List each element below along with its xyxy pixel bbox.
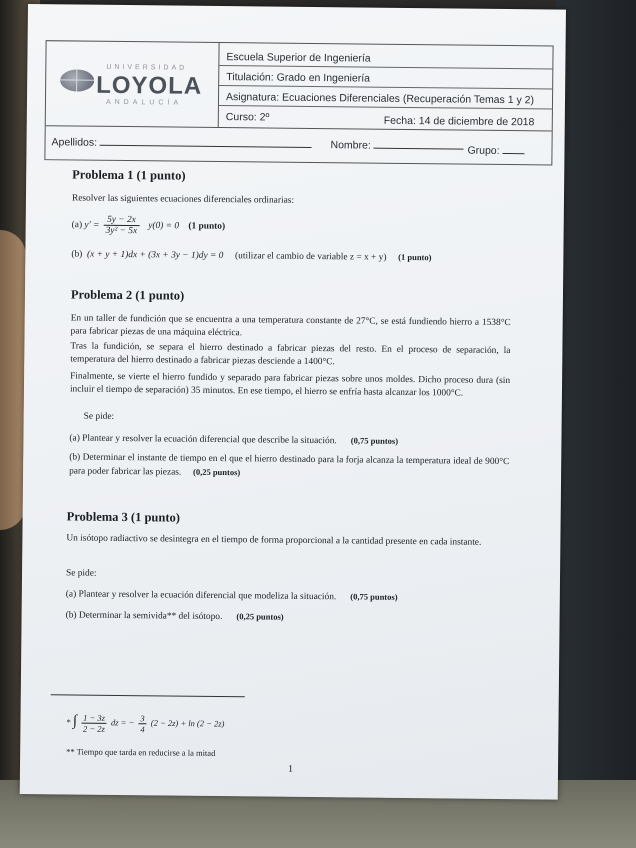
- group-label: Grupo:: [467, 144, 500, 157]
- course-label: Curso: 2º: [225, 111, 270, 124]
- problem1-a-points: (1 punto): [188, 221, 226, 232]
- problem1-title: Problema 1 (1 punto): [72, 167, 186, 183]
- footnote-tail: (2 − 2z) + ln (2 − 2z): [150, 717, 225, 729]
- footnote-fraction-2: [138, 713, 146, 734]
- problem1-b-hint: (utilizar el cambio de variable z = x + y): [235, 251, 387, 263]
- problem1-a-numerator: 5y − 2x: [104, 215, 140, 226]
- globe-icon: [60, 69, 94, 91]
- problem3-item-b: [66, 608, 516, 626]
- problem2-a-text: (a) Plantear y resolver la ecuación diferencial que describe la situación.: [69, 433, 337, 447]
- footnote-middle: dz = −: [110, 717, 135, 728]
- problem3-b-text: (b) Determinar la semivida** del isótopo.: [65, 610, 223, 623]
- page-number: 1: [287, 763, 294, 775]
- footnote-numerator: 1 − 3z: [81, 713, 107, 724]
- surname-field[interactable]: [51, 134, 312, 151]
- exam-date: Fecha: 14 de diciembre de 2018: [383, 114, 535, 129]
- group-blank[interactable]: [502, 143, 524, 154]
- problem3-a-text: (a) Plantear y resolver la ecuación diferencial que modeliza la situación.: [65, 589, 337, 603]
- surname-label: Apellidos:: [51, 136, 98, 149]
- logo-top-text: UNIVERSIDAD: [106, 63, 188, 72]
- problem2-b-points: (0,25 puntos): [192, 466, 241, 477]
- problem2-paragraph3: Finalmente, se vierte el hierro fundido y separado para fabricar piezas sobre unos moldes. Dicho proceso dura (sin incluir el tiempo de separación) 35 minutos. En ese tiempo, el hierro se enfría hasta alcanzar los 1000°C.: [69, 371, 511, 399]
- integral-sign: ∫: [72, 712, 78, 730]
- problem2-ask: Se pide:: [83, 411, 115, 422]
- exam-sheet: [20, 4, 566, 800]
- problem3-item-a: [66, 587, 516, 605]
- group-field[interactable]: [467, 143, 524, 158]
- degree-name: Titulación: Grado en Ingeniería: [226, 71, 371, 85]
- problem3-title: Problema 3 (1 punto): [66, 509, 181, 525]
- problem3-ask: Se pide:: [65, 568, 97, 579]
- header-divider: [219, 65, 552, 69]
- footnote-denominator: 2 − 2z: [82, 723, 105, 734]
- university-logo: [46, 41, 220, 127]
- logo-main-text: LOYOLA: [96, 71, 203, 100]
- problem3-paragraph1: Un isótopo radiactivo se desintegra en el tiempo de forma proporcional a la cantidad presente en cada instante.: [66, 533, 482, 548]
- problem1-a-fraction: [104, 215, 140, 236]
- problem1-item-a: [72, 214, 542, 240]
- exam-header: [44, 40, 553, 165]
- footnote-numerator-2: 3: [138, 713, 146, 724]
- problem1-intro: Resolver las siguientes ecuaciones diferenciales ordinarias:: [71, 193, 295, 206]
- footnote-integral: [66, 712, 224, 735]
- problem1-a-label: (a): [71, 220, 83, 231]
- surname-blank[interactable]: [100, 135, 312, 148]
- student-fields: [45, 125, 551, 165]
- problem2-paragraph1: En un taller de fundición que se encuentra a una temperatura constante de 27°C, se está fundiendo hierro a 1538°C para fabricar piezas de una máquina eléctrica.: [70, 313, 511, 338]
- footnote-denominator-2: 4: [140, 724, 145, 735]
- problem1-a-condition: y(0) = 0: [148, 220, 180, 232]
- footnote-halflife: ** Tiempo que tarda en reducirse a la mitad: [66, 746, 216, 759]
- problem1-a-lhs: y′ =: [84, 220, 100, 231]
- problem2-item-a: [69, 431, 519, 449]
- background-right: [556, 0, 636, 848]
- footnote-rule: [51, 694, 245, 697]
- problem2-paragraph2: Tras la fundición, se separa el hierro destinado a fabricar piezas del resto. En el proceso de separación, la temperatura del hierro destinado a fabricar piezas desciende a 1400°C.: [70, 341, 511, 367]
- logo-bottom-text: ANDALUCÍA: [105, 98, 183, 107]
- problem3-b-points: (0,25 puntos): [236, 611, 284, 622]
- problem1-item-b: [71, 247, 551, 266]
- problem1-a-denominator: 3y² − 5x: [105, 225, 138, 237]
- problem1-b-label: (b): [71, 249, 83, 260]
- problem1-b-points: (1 punto): [398, 251, 432, 263]
- name-label: Nombre:: [330, 139, 371, 152]
- subject-name: Asignatura: Ecuaciones Diferenciales (Recuperación Temas 1 y 2): [225, 91, 535, 107]
- problem1-b-equation: (x + y + 1)dx + (3x + 3y − 1)dy = 0: [86, 249, 224, 262]
- problem3-a-points: (0,75 puntos): [350, 591, 398, 602]
- school-name: Escuela Superior de Ingeniería: [226, 51, 371, 65]
- footnote-fraction: [81, 713, 107, 734]
- name-blank[interactable]: [374, 138, 464, 150]
- problem2-title: Problema 2 (1 punto): [70, 287, 185, 303]
- problem2-item-b: [69, 451, 509, 482]
- problem2-a-points: (0,75 puntos): [350, 435, 399, 446]
- header-divider: [219, 85, 552, 89]
- problem2-b-text: (b) Determinar el instante de tiempo en el que el hierro destinado para la forja alcanza la temperatura ideal de 900°C para poder fabricar las piezas.: [69, 452, 510, 478]
- name-field[interactable]: [330, 137, 463, 152]
- footnote1-mark: *: [66, 716, 71, 727]
